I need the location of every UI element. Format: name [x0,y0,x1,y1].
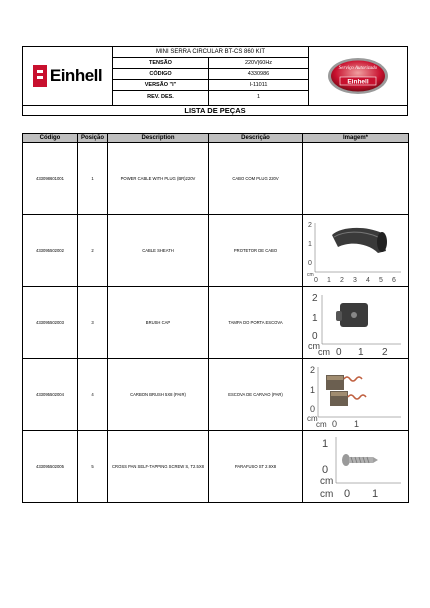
carbon-brush-photo [306,361,406,429]
column-header-image: Imagem* [303,134,409,143]
product-title: MINI SERRA CIRCULAR BT-CS 860 KIT [113,47,308,58]
brand-name: Einhell [49,66,103,85]
cell-description-en: POWER CABLE WITH PLUG (BR)220V [108,143,209,215]
cable-sheath-photo [306,217,406,285]
column-header-description-pt: Descrição [209,134,303,143]
field-value: 220V|60Hz [244,60,273,66]
cell-image-empty [303,143,409,215]
cell-image [303,215,409,287]
field-row-code [113,69,308,80]
ruler-unit: cm [315,419,327,429]
ruler-tick: 0 [331,418,337,429]
einhell-logo [23,47,113,105]
cell-code: 433098601001 [23,143,78,215]
ruler-vtick: 0 [307,259,312,267]
ruler-vtick: 1 [309,384,315,395]
table-row [23,431,409,503]
ruler-tick: 2 [339,276,344,284]
table-row [23,287,409,359]
ruler-tick: 1 [326,276,331,284]
field-label: TENSÃO [113,58,209,68]
list-title: LISTA DE PEÇAS [23,105,407,116]
field-row-revision [113,91,308,105]
cell-description-pt: ESCOVA DE CARVAO (PAR) [209,359,303,431]
cell-description-en: BRUSH CAP [108,287,209,359]
ruler-tick: 0 [335,346,342,357]
ruler-unit: cm [307,340,320,351]
cell-code: 433095502004 [23,359,78,431]
cell-description-pt: TAMPA DO PORTA ESCOVA [209,287,303,359]
field-label: CÓDIGO [113,69,209,79]
ruler-tick: 6 [391,276,396,284]
ruler-vtick: 1 [311,312,318,324]
ruler-tick: 4 [365,276,370,284]
ruler-tick: 3 [352,276,357,284]
table-header-row [23,134,409,143]
cell-image [303,287,409,359]
field-row-voltage [113,58,308,69]
badge-top-text: Serviço Autorizado [338,66,378,71]
cell-position: 3 [78,287,108,359]
screw-photo [306,433,406,501]
brush-cap-photo [306,289,406,357]
table-row [23,215,409,287]
field-row-version [113,80,308,91]
cell-position: 5 [78,431,108,503]
cell-description-en: CARBON BRUSH 5X8 (PAIR) [108,359,209,431]
ruler-vtick: 2 [309,364,315,375]
field-label: REV. DES. [113,91,209,105]
ruler-tick: 0 [313,276,318,284]
column-header-description-en: Description [108,134,209,143]
ruler-unit: cm [319,475,333,487]
cell-description-en: CABLE SHEATH [108,215,209,287]
cell-position: 4 [78,359,108,431]
cell-description-pt: CABO COM PLUG 220V [209,143,303,215]
cell-code: 433095502005 [23,431,78,503]
ruler-unit: cm [319,488,333,500]
cell-image [303,359,409,431]
field-label: VERSÃO "I" [113,80,209,90]
ruler-unit: cm [306,413,318,423]
ruler-tick: 5 [378,276,383,284]
cell-position: 2 [78,215,108,287]
ruler-vtick: 1 [321,437,328,450]
ruler-tick: 1 [371,487,378,500]
column-header-code: Código [23,134,78,143]
ruler-vtick: 0 [309,403,315,414]
ruler-tick: 2 [381,346,388,357]
cell-description-pt: PROTETOR DE CABO [209,215,303,287]
ruler-vtick: 0 [311,330,318,342]
cell-position: 1 [78,143,108,215]
parts-table [22,133,409,503]
document-header [22,46,408,116]
service-badge-icon [326,56,390,96]
ruler-tick: 0 [343,487,350,500]
column-header-position: Posição [78,134,108,143]
ruler-vtick: 2 [307,221,312,229]
field-value: 4330986 [247,71,270,77]
badge-bottom-text: Einhell [347,78,369,86]
table-row [23,143,409,215]
ruler-vtick: 2 [311,292,318,304]
cell-description-en: CROSS PAN SELF-TAPPING SCREW S, T2.5X8 [108,431,209,503]
ruler-unit: cm [317,346,330,357]
authorized-service-badge [308,47,407,105]
cell-code: 433095502003 [23,287,78,359]
table-row [23,359,409,431]
einhell-e-icon [33,65,47,87]
field-value: I-11011 [249,82,268,88]
ruler-unit: cm [306,271,314,278]
cell-code: 433095502002 [23,215,78,287]
ruler-tick: 1 [353,418,359,429]
cell-description-pt: PARAFUSO ST 2.9X8 [209,431,303,503]
cell-image [303,431,409,503]
ruler-vtick: 0 [321,463,328,476]
field-value: 1 [256,94,261,100]
ruler-vtick: 1 [307,240,312,248]
ruler-tick: 1 [357,346,364,357]
